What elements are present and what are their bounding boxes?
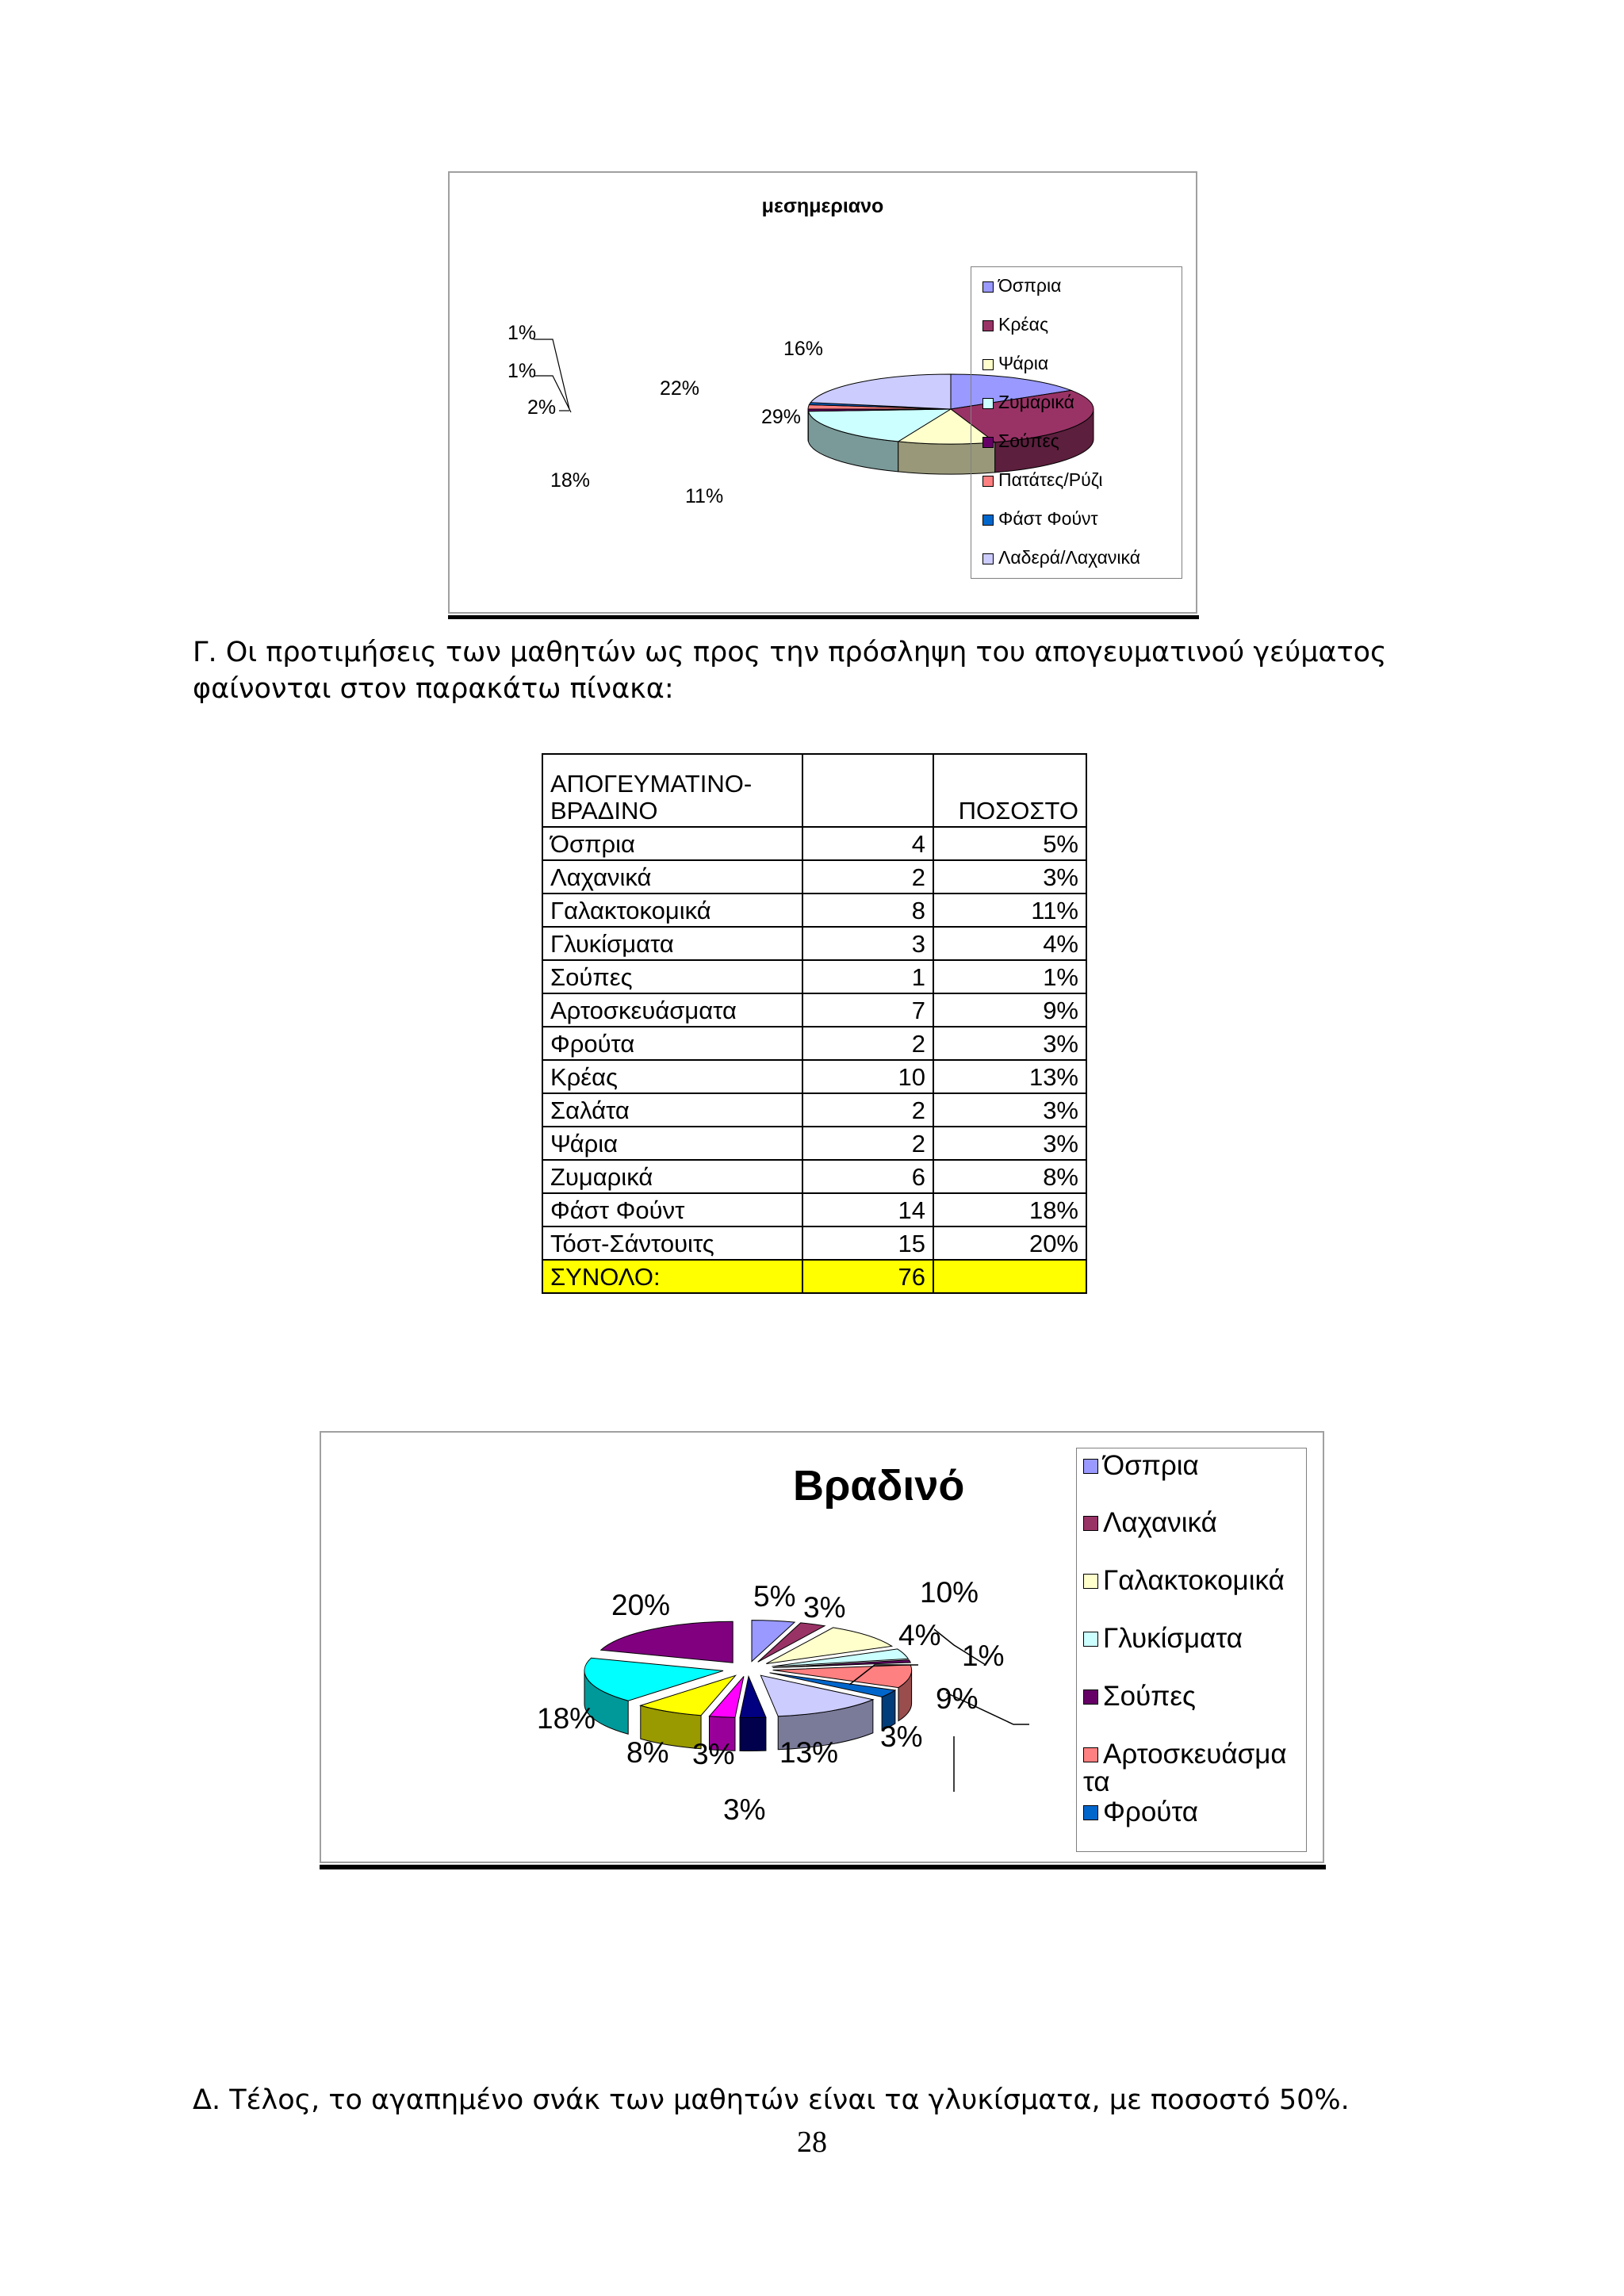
table-cell: 3% (933, 1127, 1086, 1160)
slice-label: 22% (660, 377, 700, 400)
legend-item: Αρτοσκευάσμα τα (1083, 1739, 1287, 1797)
slice-label: 3% (723, 1793, 766, 1826)
slice-label: 2% (527, 396, 557, 419)
slice-label: 4% (898, 1619, 941, 1651)
table-cell: 11% (933, 894, 1086, 927)
table-cell: Φάστ Φούντ (542, 1193, 802, 1226)
legend-item: Γαλακτοκομικά (1083, 1567, 1305, 1594)
slice-label: 29% (761, 406, 802, 428)
pie-tops (584, 1621, 912, 1718)
table-cell: 9% (933, 993, 1086, 1027)
table-total-row (542, 1260, 1086, 1293)
table-row (542, 927, 1086, 960)
table-header-cell: ΑΠΟΓΕΥΜΑΤΙΝΟ- ΒΡΑΔΙΝΟ (542, 754, 802, 827)
table-row (542, 1160, 1086, 1193)
table-cell: 3 (802, 927, 933, 960)
table-cell: 8 (802, 894, 933, 927)
pie-slice-side (740, 1717, 766, 1751)
slice-label: 1% (962, 1640, 1005, 1672)
legend-item: Πατάτες/Ρύζι (982, 469, 1103, 490)
table-row (542, 894, 1086, 927)
table-cell: Σούπες (542, 960, 802, 993)
legend-item: Φάστ Φούντ (982, 508, 1098, 529)
slice-label: 3% (692, 1738, 735, 1770)
pie-slice (601, 1621, 733, 1663)
table-cell: 6 (802, 1160, 933, 1193)
table-cell: Φρούτα (542, 1027, 802, 1060)
section-rule (448, 615, 1199, 619)
legend-item: Ζυμαρικά (982, 392, 1074, 412)
table-cell: 3% (933, 1093, 1086, 1127)
table-cell: ΣΥΝΟΛΟ: (542, 1260, 802, 1293)
slice-label: 20% (611, 1589, 671, 1621)
table-cell: 2 (802, 860, 933, 894)
table-cell: 10 (802, 1060, 933, 1093)
dinner-chart-legend (1076, 1448, 1307, 1852)
lunch-chart-title: μεσημεριανο (761, 195, 884, 217)
table-row (542, 1093, 1086, 1127)
table-header-row (542, 754, 1086, 827)
table-cell: 20% (933, 1226, 1086, 1260)
legend-item: Όσπρια (1083, 1452, 1305, 1479)
pie-slice (810, 374, 951, 409)
paragraph-g-line1: Γ. Οι προτιμήσεις των μαθητών ως προς την πρόσληψη του απογευματινού γεύματος (193, 637, 1387, 668)
slice-label: 8% (626, 1736, 669, 1769)
legend-item: Κρέας (982, 314, 1048, 335)
table-cell (933, 1260, 1086, 1293)
legend-item: Γλυκίσματα (1083, 1624, 1305, 1652)
table-cell: 4 (802, 827, 933, 860)
table-cell: 2 (802, 1027, 933, 1060)
table-cell: 5% (933, 827, 1086, 860)
legend-item: Λαδερά/Λαχανικά (982, 547, 1140, 568)
slice-label: 16% (783, 338, 824, 360)
table-cell: 76 (802, 1260, 933, 1293)
table-cell: 18% (933, 1193, 1086, 1226)
table-cell: Ψάρια (542, 1127, 802, 1160)
table-row (542, 827, 1086, 860)
slice-label: 5% (753, 1580, 796, 1613)
lunch-chart-legend (971, 266, 1182, 579)
slice-label: 1% (508, 360, 537, 382)
table-row (542, 1027, 1086, 1060)
table-cell: 14 (802, 1193, 933, 1226)
slice-label: 1% (508, 322, 537, 344)
legend-item: Φρούτα (1083, 1798, 1305, 1826)
slice-label: 18% (537, 1702, 596, 1735)
table-cell: 15 (802, 1226, 933, 1260)
table-cell: 3% (933, 860, 1086, 894)
slice-label: 13% (779, 1736, 839, 1769)
slice-label: 10% (920, 1576, 979, 1609)
paragraph-g-line2: φαίνονται στον παρακάτω πίνακα: (193, 673, 674, 705)
table-cell: Τόστ-Σάντουιτς (542, 1226, 802, 1260)
table-header-cell: ΠΟΣΟΣΤΟ (933, 754, 1086, 827)
table-cell: 4% (933, 927, 1086, 960)
table-cell: Ζυμαρικά (542, 1160, 802, 1193)
table-cell: Αρτοσκευάσματα (542, 993, 802, 1027)
table-cell: 7 (802, 993, 933, 1027)
table-row (542, 1193, 1086, 1226)
section-rule (320, 1865, 1326, 1869)
table-cell: 2 (802, 1127, 933, 1160)
dinner-chart-title: Βραδινό (793, 1462, 965, 1510)
table-cell: 1 (802, 960, 933, 993)
paragraph-g (193, 634, 1387, 707)
table-cell: 3% (933, 1027, 1086, 1060)
table-cell: Σαλάτα (542, 1093, 802, 1127)
slice-label: 18% (550, 469, 591, 492)
table-cell: 8% (933, 1160, 1086, 1193)
afternoon-dinner-table (542, 753, 1087, 1294)
slice-label: 11% (685, 485, 724, 507)
table-row (542, 960, 1086, 993)
table-cell: 2 (802, 1093, 933, 1127)
table-cell: Γαλακτοκομικά (542, 894, 802, 927)
table-cell: Κρέας (542, 1060, 802, 1093)
table-row (542, 860, 1086, 894)
page-number: 28 (797, 2126, 827, 2159)
paragraph-d: Δ. Τέλος, το αγαπημένο σνάκ των μαθητών είναι τα γλυκίσματα, με ποσοστό 50%. (193, 2084, 1350, 2116)
legend-item: Σούπες (982, 430, 1059, 451)
table-row (542, 1127, 1086, 1160)
table-cell: Όσπρια (542, 827, 802, 860)
table-cell: 1% (933, 960, 1086, 993)
slice-label: 9% (936, 1682, 979, 1715)
table-header-cell (802, 754, 933, 827)
slice-label: 3% (803, 1591, 846, 1624)
table-cell: Γλυκίσματα (542, 927, 802, 960)
legend-item: Σούπες (1083, 1682, 1305, 1710)
table-row (542, 1226, 1086, 1260)
legend-item: Όσπρια (982, 275, 1061, 296)
table-row (542, 1060, 1086, 1093)
table-cell: Λαχανικά (542, 860, 802, 894)
legend-item: Ψάρια (982, 353, 1048, 373)
table-cell: 13% (933, 1060, 1086, 1093)
legend-item: Λαχανικά (1083, 1509, 1305, 1536)
slice-label: 3% (880, 1720, 923, 1753)
pie-slice (740, 1677, 766, 1718)
table-row (542, 993, 1086, 1027)
